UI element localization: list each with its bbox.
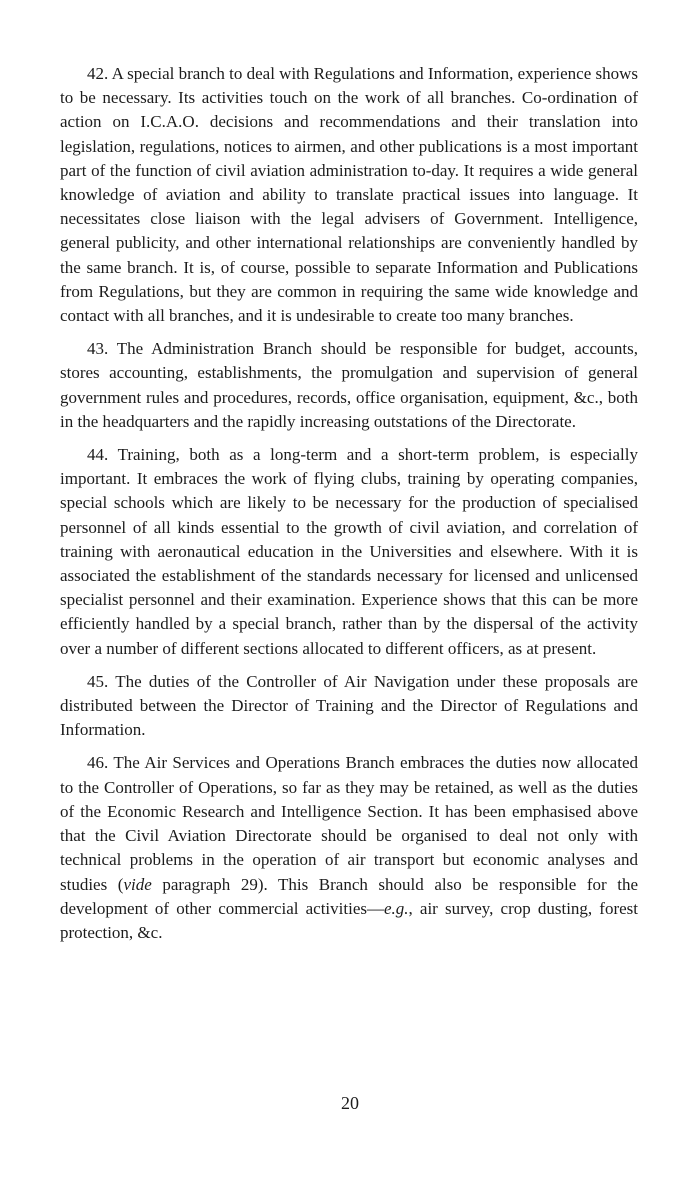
paragraph-number: 43. (87, 339, 109, 359)
page-number: 20 (341, 1093, 359, 1113)
italic-term: vide (123, 874, 152, 894)
paragraph-46 (60, 751, 638, 945)
paragraph-43 (60, 337, 638, 434)
document-body (60, 62, 638, 954)
paragraph-text: The duties of the Controller of Air Navigation under these proposals are distributed between the Director of Training and the Director of Regulations and Information. (60, 671, 638, 740)
paragraph-text-part: The Air Services and Operations Branch embraces the duties now allocated to the Controller of Operations, so far as they may be retained, as well as the duties of the Economic Research and Intelligence Section. It has been emphasised above that the Civil Aviation Directorate should be organised to deal not only with technical problems in the operation of air transport but economic analyses and studies ( (60, 753, 638, 894)
paragraph-number: 46. (87, 753, 109, 773)
paragraph-number: 44. (87, 445, 109, 465)
italic-term: e.g. (383, 898, 409, 918)
paragraph-text-part: , air survey, crop dusting, forest protection, &c. (60, 898, 639, 942)
paragraph-text: Training, both as a long-term and a short-term problem, is especially important. It embraces the work of flying clubs, training by operating companies, special schools which are likely to be necessary for the production of specialised personnel of all kinds essential to the growth of civil aviation, and correlation of training with aeronautical education in the Universities and elsewhere. With it is associated the establishment of the standards necessary for licensed and unlicensed specialist personnel and their examination. Experience shows that this can be more efficiently handled by a special branch, rather than by the dispersal of the activity over a number of different sections allocated to different officers, as at present. (60, 445, 638, 658)
paragraph-45 (60, 670, 638, 743)
paragraph-number: 45. (87, 671, 109, 691)
paragraph-44 (60, 443, 638, 661)
paragraph-number: 42. (87, 64, 109, 83)
paragraph-42 (60, 62, 638, 328)
paragraph-text-part: paragraph 29). This Branch should also be responsible for the development of other commercial activities— (60, 874, 639, 918)
paragraph-text: The Administration Branch should be responsible for budget, accounts, stores accounting, establishments, the promulgation and supervision of general government rules and procedures, records, office organisation, equipment, &c., both in the headquarters and the rapidly increasing outstations of the Directorate. (60, 339, 638, 431)
paragraph-text: A special branch to deal with Regulations and Information, experience shows to be necessary. Its activities touch on the work of all branches. Co-ordination of action on I.C.A.O. decisions and recommendations and their translation into legislation, regulations, notices to airmen, and other publications is a most important part of the function of civil aviation administration to-day. It requires a wide general knowledge of aviation and ability to translate practical issues into language. It necessitates close liaison with the legal advisers of Government. Intelligence, general publicity, and other international relationships are conveniently handled by the same branch. It is, of course, possible to separate Information and Publications from Regulations, but they are common in requiring the same wide knowledge and contact with all branches, and it is undesirable to create too many branches. (60, 64, 638, 326)
